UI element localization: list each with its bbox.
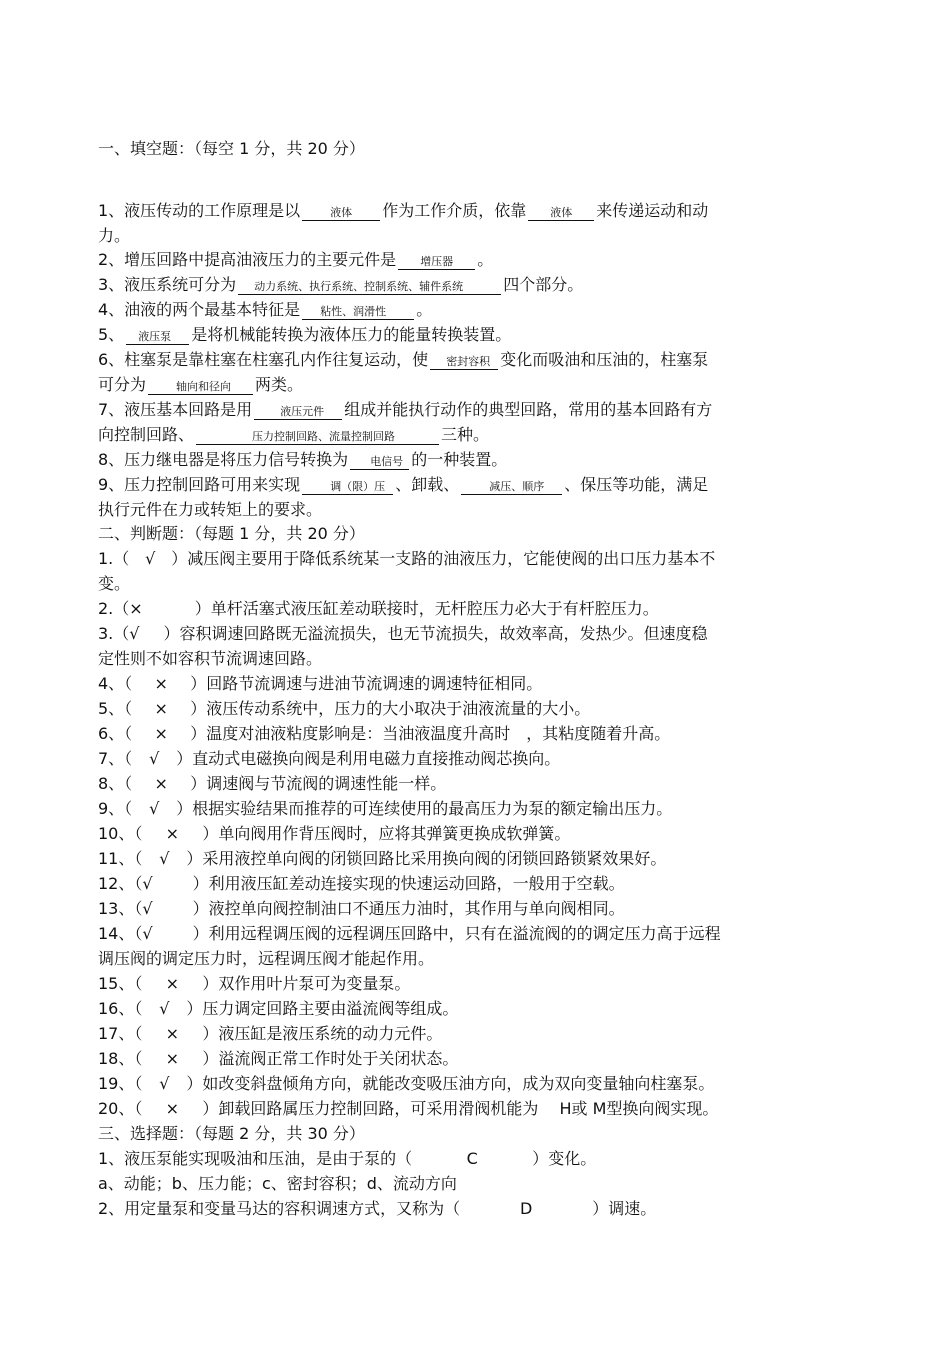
- judge-number: 9、（: [98, 799, 133, 818]
- fill-q5-text-2: 是将机械能转换为液体压力的能量转换装置。: [191, 325, 512, 344]
- judge-text: ）采用液控单向阀的闭锁回路比采用换向阀的闭锁回路锁紧效果好。: [186, 849, 667, 868]
- judge-text: ）回路节流调速与进油节流调速的调速特征相同。: [190, 674, 543, 693]
- fill-q3: [98, 275, 583, 295]
- choice-q2-text: 2、用定量泵和变量马达的容积调速方式，又称为（: [98, 1199, 461, 1218]
- section-choice-title: 三、选择题：（每题 2 分，共 30 分）: [98, 1124, 365, 1143]
- fill-q1-answer-1: 液体: [302, 206, 380, 221]
- fill-q6-answer-1: 密封容积: [430, 355, 498, 370]
- fill-q1-answer-2: 液体: [528, 206, 594, 221]
- fill-q7-text: 7、液压基本回路是用: [98, 400, 253, 419]
- judge-item: [98, 824, 570, 844]
- judge-item: [98, 749, 560, 769]
- judge-number: 5、（: [98, 699, 133, 718]
- judge-number: 14、（√: [98, 924, 153, 943]
- judge-text: ）根据实验结果而推荐的可连续使用的最高压力为泵的额定输出压力。: [176, 799, 673, 818]
- judge-number: 1.（: [98, 549, 130, 568]
- judge-item: [98, 1099, 718, 1119]
- fill-q2-text: 2、增压回路中提高油液压力的主要元件是: [98, 250, 397, 269]
- judge-number: 2.（×: [98, 599, 143, 618]
- choice-q1-text: 1、液压泵能实现吸油和压油，是由于泵的（: [98, 1149, 413, 1168]
- fill-q6-text-3: 可分为: [98, 375, 147, 394]
- judge-mark: ×: [154, 774, 168, 793]
- choice-q2-text-2: ）调速。: [592, 1199, 657, 1218]
- fill-q7-answer-1: 液压元件: [254, 405, 342, 420]
- judge-mark: ×: [154, 724, 168, 743]
- fill-q5: [98, 325, 511, 345]
- fill-q7-cont: [98, 425, 489, 445]
- judge-number: 8、（: [98, 774, 133, 793]
- judge-mark: ×: [165, 824, 180, 843]
- fill-q4-text-2: 。: [416, 300, 433, 319]
- fill-q6-text-2: 变化而吸油和压油的，柱塞泵: [500, 350, 709, 369]
- fill-q4-answer: 粘性、润滑性: [302, 305, 414, 320]
- fill-q6-text-4: 两类。: [255, 375, 304, 394]
- fill-q9-text-2: 、卸载、: [395, 475, 460, 494]
- judge-item-cont: 调压阀的调定压力时，远程调压阀才能起作用。: [98, 949, 435, 968]
- fill-q6: [98, 350, 708, 370]
- fill-q9: [98, 475, 708, 495]
- judge-number: 19、（: [98, 1074, 143, 1093]
- fill-q9-answer-1: 调（限）压: [302, 480, 393, 495]
- judge-number: 13、（√: [98, 899, 153, 918]
- judge-text: ）减压阀主要用于降低系统某一支路的油液压力，它能使阀的出口压力基本不: [171, 549, 716, 568]
- judge-mark: ×: [165, 1024, 180, 1043]
- judge-item: [98, 849, 666, 869]
- fill-q3-answer: 动力系统、执行系统、控制系统、辅件系统: [238, 280, 501, 295]
- judge-item: [98, 924, 721, 944]
- fill-q1-text: 1、液压传动的工作原理是以: [98, 201, 301, 220]
- judge-text: ）调速阀与节流阀的调速性能一样。: [190, 774, 447, 793]
- judge-item-cont: 定性则不如容积节流调速回路。: [98, 649, 323, 668]
- fill-q2-text-2: 。: [477, 250, 494, 269]
- judge-text: ）双作用叶片泵可为变量泵。: [202, 974, 411, 993]
- judge-item: [98, 974, 410, 994]
- judge-number: 20、（: [98, 1099, 143, 1118]
- judge-number: 12、（√: [98, 874, 153, 893]
- judge-number: 18、（: [98, 1049, 143, 1068]
- fill-q2: [98, 250, 493, 270]
- judge-item: [98, 549, 715, 569]
- choice-q2: [98, 1199, 656, 1219]
- section-fill-title: 一、填空题：（每空 1 分，共 20 分）: [98, 139, 365, 158]
- judge-mark: ×: [165, 1049, 180, 1068]
- judge-item: [98, 599, 659, 619]
- judge-item: [98, 674, 542, 694]
- judge-text: ）液压缸是液压系统的动力元件。: [202, 1024, 443, 1043]
- judge-mark: √: [159, 849, 170, 868]
- judge-item: [98, 799, 672, 819]
- fill-q1-text-3: 来传递运动和动: [596, 201, 709, 220]
- choice-q2-answer: D: [520, 1199, 533, 1218]
- judge-text: ）容积调速回路既无溢流损失，也无节流损失，故效率高，发热少。但速度稳: [163, 624, 708, 643]
- judge-mark: √: [149, 799, 160, 818]
- fill-q4: [98, 300, 432, 320]
- fill-q9-cont: 执行元件在力或转矩上的要求。: [98, 500, 323, 519]
- judge-text: ）如改变斜盘倾角方向，就能改变吸压油方向，成为双向变量轴向柱塞泵。: [186, 1074, 715, 1093]
- judge-text: ）液压传动系统中，压力的大小取决于油液流量的大小。: [190, 699, 591, 718]
- fill-q6-answer-2: 轴向和径向: [148, 380, 253, 395]
- judge-number: 16、（: [98, 999, 143, 1018]
- fill-q8: [98, 450, 507, 470]
- judge-item: [98, 724, 670, 744]
- judge-text: ）溢流阀正常工作时处于关闭状态。: [202, 1049, 459, 1068]
- fill-q1-cont: 力。: [98, 226, 131, 245]
- judge-mark: √: [145, 549, 156, 568]
- judge-mark: √: [149, 749, 160, 768]
- fill-q6-cont: [98, 375, 303, 395]
- fill-q4-text: 4、油液的两个最基本特征是: [98, 300, 301, 319]
- judge-text: ）单向阀用作背压阀时，应将其弹簧更换成软弹簧。: [202, 824, 571, 843]
- judge-text: ）利用液压缸差动连接实现的快速运动回路，一般用于空载。: [192, 874, 625, 893]
- judge-mark: ×: [154, 699, 168, 718]
- judge-item: [98, 774, 446, 794]
- fill-q7-answer-2: 压力控制回路、流量控制回路: [196, 430, 439, 445]
- fill-q5-text: 5、: [98, 325, 125, 344]
- judge-item: [98, 699, 590, 719]
- fill-q8-text: 8、压力继电器是将压力信号转换为: [98, 450, 349, 469]
- judge-text: ）压力调定回路主要由溢流阀等组成。: [186, 999, 459, 1018]
- judge-number: 6、（: [98, 724, 133, 743]
- choice-q1-text-2: ）变化。: [532, 1149, 597, 1168]
- fill-q7-text-2: 组成并能执行动作的典型回路，常用的基本回路有方: [344, 400, 713, 419]
- judge-item: [98, 1074, 714, 1094]
- judge-number: 15、（: [98, 974, 143, 993]
- judge-item: [98, 874, 625, 894]
- judge-item: [98, 899, 625, 919]
- judge-mark: ×: [165, 1099, 180, 1118]
- fill-q9-answer-2: 减压、顺序: [461, 480, 562, 495]
- judge-text: ）温度对油液粘度影响是：当油液温度升高时 ，其粘度随着升高。: [190, 724, 671, 743]
- judge-number: 4、（: [98, 674, 133, 693]
- fill-q2-answer: 增压器: [398, 255, 475, 270]
- fill-q6-text: 6、柱塞泵是靠柱塞在柱塞孔内作往复运动，使: [98, 350, 429, 369]
- judge-item: [98, 1049, 458, 1069]
- judge-mark: √: [159, 1074, 170, 1093]
- choice-q1-answer: C: [466, 1149, 478, 1168]
- judge-mark: √: [159, 999, 170, 1018]
- judge-item-cont: 变。: [98, 574, 131, 593]
- judge-mark: ×: [154, 674, 168, 693]
- fill-q1: [98, 201, 708, 221]
- fill-q3-text-2: 四个部分。: [503, 275, 584, 294]
- judge-number: 11、（: [98, 849, 143, 868]
- fill-q9-text: 9、压力控制回路可用来实现: [98, 475, 301, 494]
- fill-q7: [98, 400, 712, 420]
- section-judge-title: 二、判断题：（每题 1 分，共 20 分）: [98, 524, 365, 543]
- fill-q3-text: 3、液压系统可分为: [98, 275, 237, 294]
- judge-text: ）卸载回路属压力控制回路，可采用滑阀机能为 H或 M型换向阀实现。: [202, 1099, 719, 1118]
- fill-q7-text-4: 三种。: [441, 425, 490, 444]
- fill-q7-text-3: 向控制回路、: [98, 425, 195, 444]
- judge-text: ）直动式电磁换向阀是利用电磁力直接推动阀芯换向。: [176, 749, 561, 768]
- fill-q9-text-3: 、保压等功能，满足: [564, 475, 709, 494]
- judge-item: [98, 1024, 442, 1044]
- judge-item: [98, 624, 707, 644]
- judge-number: 10、（: [98, 824, 143, 843]
- fill-q5-answer: 液压泵: [126, 330, 189, 345]
- fill-q1-text-2: 作为工作介质，依靠: [382, 201, 527, 220]
- judge-text: ）利用远程调压阀的远程调压回路中，只有在溢流阀的的调定压力高于远程: [192, 924, 721, 943]
- judge-item: [98, 999, 458, 1019]
- choice-q1-options: a、动能；b、压力能；c、密封容积；d、流动方向: [98, 1174, 457, 1193]
- choice-q1: [98, 1149, 596, 1169]
- fill-q8-answer: 电信号: [350, 455, 409, 470]
- judge-number: 7、（: [98, 749, 133, 768]
- judge-mark: ×: [165, 974, 180, 993]
- judge-text: ）液控单向阀控制油口不通压力油时，其作用与单向阀相同。: [192, 899, 625, 918]
- fill-q8-text-2: 的一种装置。: [411, 450, 508, 469]
- judge-number: 17、（: [98, 1024, 143, 1043]
- judge-number: 3.（√: [98, 624, 140, 643]
- judge-text: ）单杆活塞式液压缸差动联接时，无杆腔压力必大于有杆腔压力。: [194, 599, 659, 618]
